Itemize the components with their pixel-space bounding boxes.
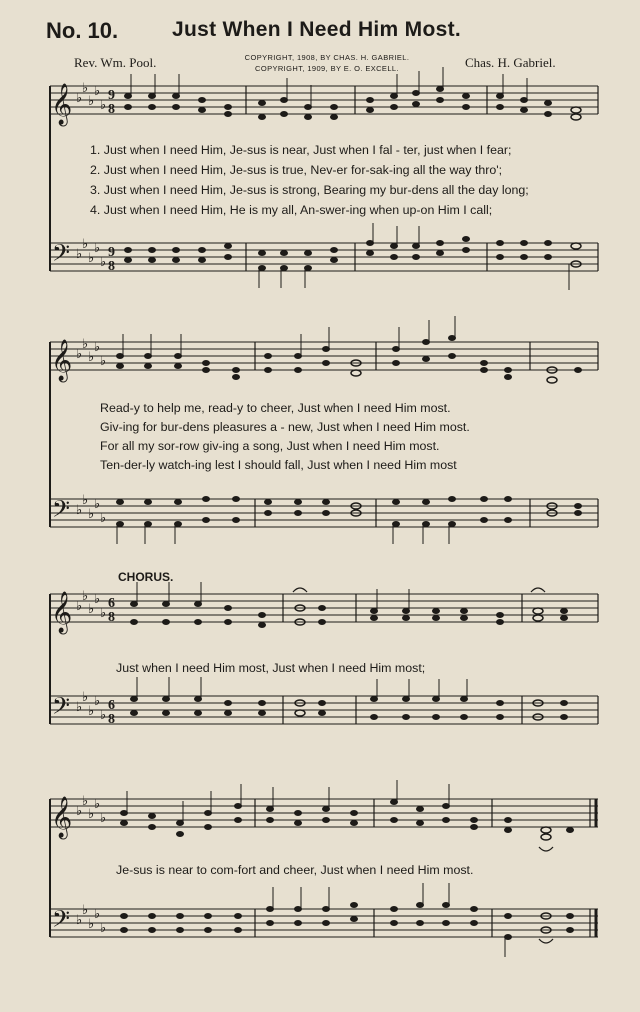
svg-text:♭: ♭ [76,913,83,928]
svg-text:6: 6 [108,698,115,713]
treble-staff [50,86,598,114]
notes-bass [124,236,581,271]
svg-text:♭: ♭ [100,708,107,723]
svg-text:♭: ♭ [88,917,95,932]
notes-treble [124,86,581,120]
verse-2: 2. Just when I need Him, Je-sus is true, Nev-er for-sak-ing all the way thro'; [90,163,503,177]
svg-text:♭: ♭ [100,606,107,621]
svg-text:♭: ♭ [94,694,101,709]
svg-text:8: 8 [108,712,115,727]
svg-text:♭: ♭ [100,511,107,526]
svg-text:♭: ♭ [88,507,95,522]
music-system-1 [0,80,640,280]
treble-clef-icon: 𝄞 [51,340,73,381]
stems-bass [273,883,505,957]
lyricist-credit: Rev. Wm. Pool. [74,55,157,70]
notes-bass [120,902,574,940]
svg-text:♭: ♭ [82,237,89,252]
chorus-line-1: Just when I need Him most, Just when I need Him most; [116,661,426,675]
bass-staff [50,243,598,271]
svg-text:♭: ♭ [100,98,107,113]
svg-text:♭: ♭ [82,493,89,508]
svg-text:8: 8 [108,102,115,117]
svg-text:♭: ♭ [76,247,83,262]
hymn-number: No. 10. [46,18,119,43]
music-system-4 [0,793,640,983]
key-signature-flats [76,794,106,936]
treble-clef-icon: 𝄞 [51,592,73,633]
svg-text:♭: ♭ [76,503,83,518]
verse-3: 3. Just when I need Him, Je-sus is strong, Bearing my bur-dens all the day long; [90,183,529,197]
refrain-line-1: Read-y to help me, read-y to cheer, Just when I need Him most. [100,401,451,415]
svg-text:♭: ♭ [82,81,89,96]
svg-text:♭: ♭ [76,804,83,819]
notes-bass [130,696,568,720]
svg-text:♭: ♭ [76,347,83,362]
svg-text:♭: ♭ [82,794,89,809]
svg-text:8: 8 [108,610,115,625]
treble-staff [50,799,598,827]
fermata-icon [293,588,545,592]
svg-text:♭: ♭ [88,251,95,266]
svg-text:6: 6 [108,596,115,611]
svg-text:♭: ♭ [82,337,89,352]
copyright-line-1: COPYRIGHT, 1908, BY CHAS. H. GABRIEL. [244,53,410,62]
svg-text:♭: ♭ [94,907,101,922]
refrain-line-3: For all my sor-row giv-ing a song, Just when I need Him most. [100,439,440,453]
svg-text:♭: ♭ [88,704,95,719]
svg-text:9: 9 [108,88,115,103]
svg-text:♭: ♭ [88,807,95,822]
svg-text:♭: ♭ [94,497,101,512]
svg-text:♭: ♭ [94,84,101,99]
svg-text:♭: ♭ [100,811,107,826]
svg-text:♭: ♭ [100,255,107,270]
music-system-2 [0,336,640,536]
svg-text:♭: ♭ [88,350,95,365]
svg-text:♭: ♭ [94,592,101,607]
svg-text:♭: ♭ [88,602,95,617]
time-signature [108,88,115,274]
svg-text:♭: ♭ [76,599,83,614]
stems-treble [123,316,455,356]
verse-4: 4. Just when I need Him, He is my all, An-swer-ing when up-on Him I call; [90,203,493,217]
bass-clef-icon: 𝄢 [52,905,71,938]
stems-treble [137,582,409,611]
treble-staff [50,342,598,370]
svg-text:♭: ♭ [76,700,83,715]
copyright-notice [232,52,422,74]
bass-clef-icon: 𝄢 [52,495,71,528]
bass-clef-icon: 𝄢 [52,692,71,725]
notes-bass [116,496,582,527]
chorus-line-2: Je-sus is near to com-fort and cheer, Just when I need Him most. [116,863,474,877]
svg-text:♭: ♭ [100,354,107,369]
svg-text:♭: ♭ [94,797,101,812]
verse-1: 1. Just when I need Him, Je-sus is near, Just when I fal - ter, just when I fear; [90,143,512,157]
svg-text:♭: ♭ [82,690,89,705]
treble-clef-icon: 𝄞 [51,84,73,125]
refrain-line-2: Giv-ing for bur-dens pleasures a - new, Just when I need Him most. [100,420,470,434]
svg-text:♭: ♭ [82,903,89,918]
svg-text:♭: ♭ [76,91,83,106]
bass-clef-icon: 𝄢 [52,239,71,272]
svg-text:♭: ♭ [94,241,101,256]
svg-text:♭: ♭ [100,921,107,936]
svg-text:♭: ♭ [94,340,101,355]
svg-text:♭: ♭ [82,589,89,604]
copyright-line-2: COPYRIGHT, 1909, BY E. O. EXCELL. [255,64,399,73]
stems-treble [127,780,449,823]
composer-credit: Chas. H. Gabriel. [465,55,556,70]
treble-clef-icon: 𝄞 [51,797,73,838]
svg-text:♭: ♭ [88,94,95,109]
refrain-line-4: Ten-der-ly watch-ing lest I should fall, Just when I need Him most [100,458,457,472]
svg-text:8: 8 [108,259,115,274]
svg-text:9: 9 [108,245,115,260]
time-signature [108,596,115,727]
chorus-label: CHORUS. [118,570,174,584]
hymn-title: Just When I Need Him Most. [172,18,461,41]
